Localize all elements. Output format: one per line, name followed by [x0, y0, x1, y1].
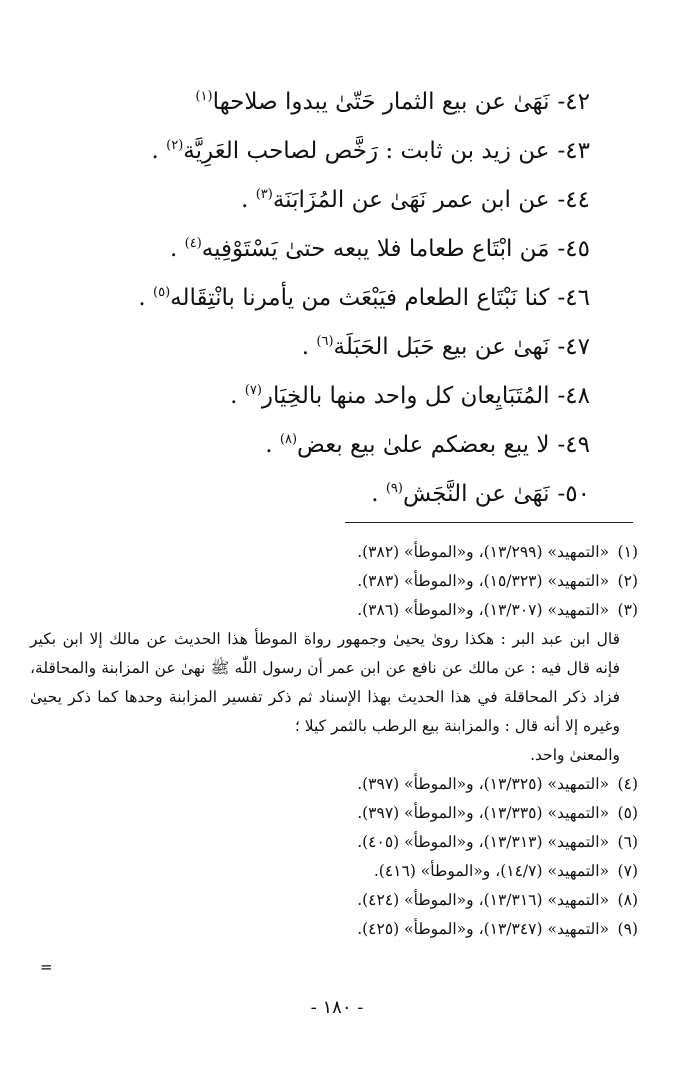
footnote [30, 538, 638, 567]
hadith-entry [70, 274, 590, 323]
footnote [30, 828, 638, 857]
entry-number: ٤٩- [557, 432, 590, 458]
entry-end: . [301, 334, 317, 360]
entry-number: ٤٢- [557, 89, 590, 115]
entry-number: ٤٥- [557, 236, 590, 262]
footnote [30, 915, 638, 944]
footnote-separator [345, 522, 633, 523]
footnote-text: «التمهيد» (١٣/٣٤٧)، و«الموطأ» (٤٢٥). [357, 920, 610, 938]
entry-text: نَهَىٰ عن بيع الثمار حَتّىٰ يبدوا صلاحها [212, 89, 550, 115]
footnote-number: (٢) [617, 572, 638, 590]
continuation-mark: = [40, 958, 53, 976]
footnote-commentary [30, 625, 638, 770]
entry-end: . [371, 481, 386, 507]
entry-text: عن زيد بن ثابت : رَخَّص لصاحب العَرِيَّة [183, 138, 550, 164]
entry-number: ٤٧- [557, 334, 590, 360]
entry-text: المُتَبَايِعان كل واحد منها بالخِيَار [261, 383, 550, 409]
footnote-ref: (٣) [255, 187, 273, 202]
footnote-text: «التمهيد» (١٣/٣١٣)، و«الموطأ» (٤٠٥). [357, 833, 610, 851]
entry-text: نَهَىٰ عن النَّجَش [402, 481, 550, 507]
footnote [30, 857, 638, 886]
hadith-entry [70, 323, 590, 372]
entry-end: . [241, 187, 256, 213]
footnote-number: (٦) [617, 833, 638, 851]
footnote-ref: (٥) [153, 285, 171, 300]
footnotes [30, 538, 638, 944]
footnote [30, 770, 638, 799]
entry-number: ٤٨- [557, 383, 590, 409]
hadith-entry [70, 176, 590, 225]
footnote-number: (٣) [617, 601, 638, 619]
footnote-text: «التمهيد» (١٤/٧)، و«الموطأ» (٤١٦). [373, 862, 610, 880]
footnote-number: (٥) [617, 804, 638, 822]
entry-text: عن ابن عمر نَهَىٰ عن المُزَابَنَة [272, 187, 550, 213]
entry-number: ٤٤- [557, 187, 590, 213]
footnote-text: «التمهيد» (١٥/٣٢٣)، و«الموطأ» (٣٨٣). [357, 572, 610, 590]
entry-number: ٤٦- [557, 285, 590, 311]
footnote [30, 886, 638, 915]
entry-end: . [265, 432, 280, 458]
entry-end: . [170, 236, 185, 262]
entry-number: ٤٣- [557, 138, 590, 164]
hadith-entry [70, 78, 590, 127]
footnote [30, 567, 638, 596]
entry-text: لا يبع بعضكم علىٰ بيع بعض [297, 432, 550, 458]
footnote-text: «التمهيد» (١٣/٣٠٧)، و«الموطأ» (٣٨٦). [357, 601, 610, 619]
hadith-entry [70, 470, 590, 519]
commentary-paragraph: قال ابن عبد البر : هكذا روىٰ يحيىٰ وجمهور رواة الموطأ هذا الحديث عن مالك إلا ابن بكير فإنه قال فيه : عن مالك عن نافع عن ابن عمر أن رسول اللّٰه ﷺ نهىٰ عن المزابنة والمحاقلة، فزاد ذكر المحاقلة في هذا الحديث بهذا الإسناد ثم ذكر تفسير المزابنة وحدها كما ذكر يحيىٰ وغيره إلا أنه قال : والمزابنة بيع الرطب بالثمر كيلا ؛ [30, 630, 620, 735]
footnote-ref: (٦) [316, 334, 334, 349]
entry-end: . [138, 285, 154, 311]
entry-text: نَهىٰ عن بيع حَبَل الحَبَلَة [333, 334, 550, 360]
footnote-ref: (٨) [279, 432, 298, 447]
footnote-number: (٨) [617, 891, 638, 909]
footnote-text: «التمهيد» (١٣/٣١٦)، و«الموطأ» (٤٢٤). [357, 891, 610, 909]
hadith-entry [70, 127, 590, 176]
entry-text: كنا نَبْتَاع الطعام فيَبْعَث من يأمرنا بانْتِقَاله [170, 285, 550, 311]
footnote-text: «التمهيد» (١٣/٣٢٥)، و«الموطأ» (٣٩٧). [357, 775, 610, 793]
footnote-ref: (٧) [244, 383, 262, 398]
footnote-number: (٧) [617, 862, 638, 880]
footnote-text: «التمهيد» (١٣/٣٣٥)، و«الموطأ» (٣٩٧). [357, 804, 610, 822]
footnote-ref: (٢) [166, 138, 184, 153]
footnote-ref: (٩) [385, 481, 403, 496]
hadith-list [70, 78, 590, 519]
hadith-entry [70, 421, 590, 470]
commentary-closing: والمعنىٰ واحد. [530, 746, 620, 764]
footnote-number: (١) [617, 543, 638, 561]
page-number: - ١٨٠ - [310, 997, 364, 1018]
footnote-text: «التمهيد» (١٣/٢٩٩)، و«الموطأ» (٣٨٢). [357, 543, 610, 561]
hadith-entry [70, 372, 590, 421]
footnote-ref: (٤) [184, 236, 202, 251]
footnote-ref: (١) [195, 89, 213, 104]
footnote [30, 596, 638, 625]
footnote [30, 799, 638, 828]
footnote-number: (٩) [617, 920, 638, 938]
footnote-number: (٤) [617, 775, 638, 793]
entry-end: . [230, 383, 245, 409]
hadith-entry [70, 225, 590, 274]
entry-text: مَن ابْتَاع طعاما فلا يبعه حتىٰ يَسْتَوْفِيه [201, 236, 550, 262]
entry-end: . [151, 138, 167, 164]
entry-number: ٥٠- [557, 481, 590, 507]
